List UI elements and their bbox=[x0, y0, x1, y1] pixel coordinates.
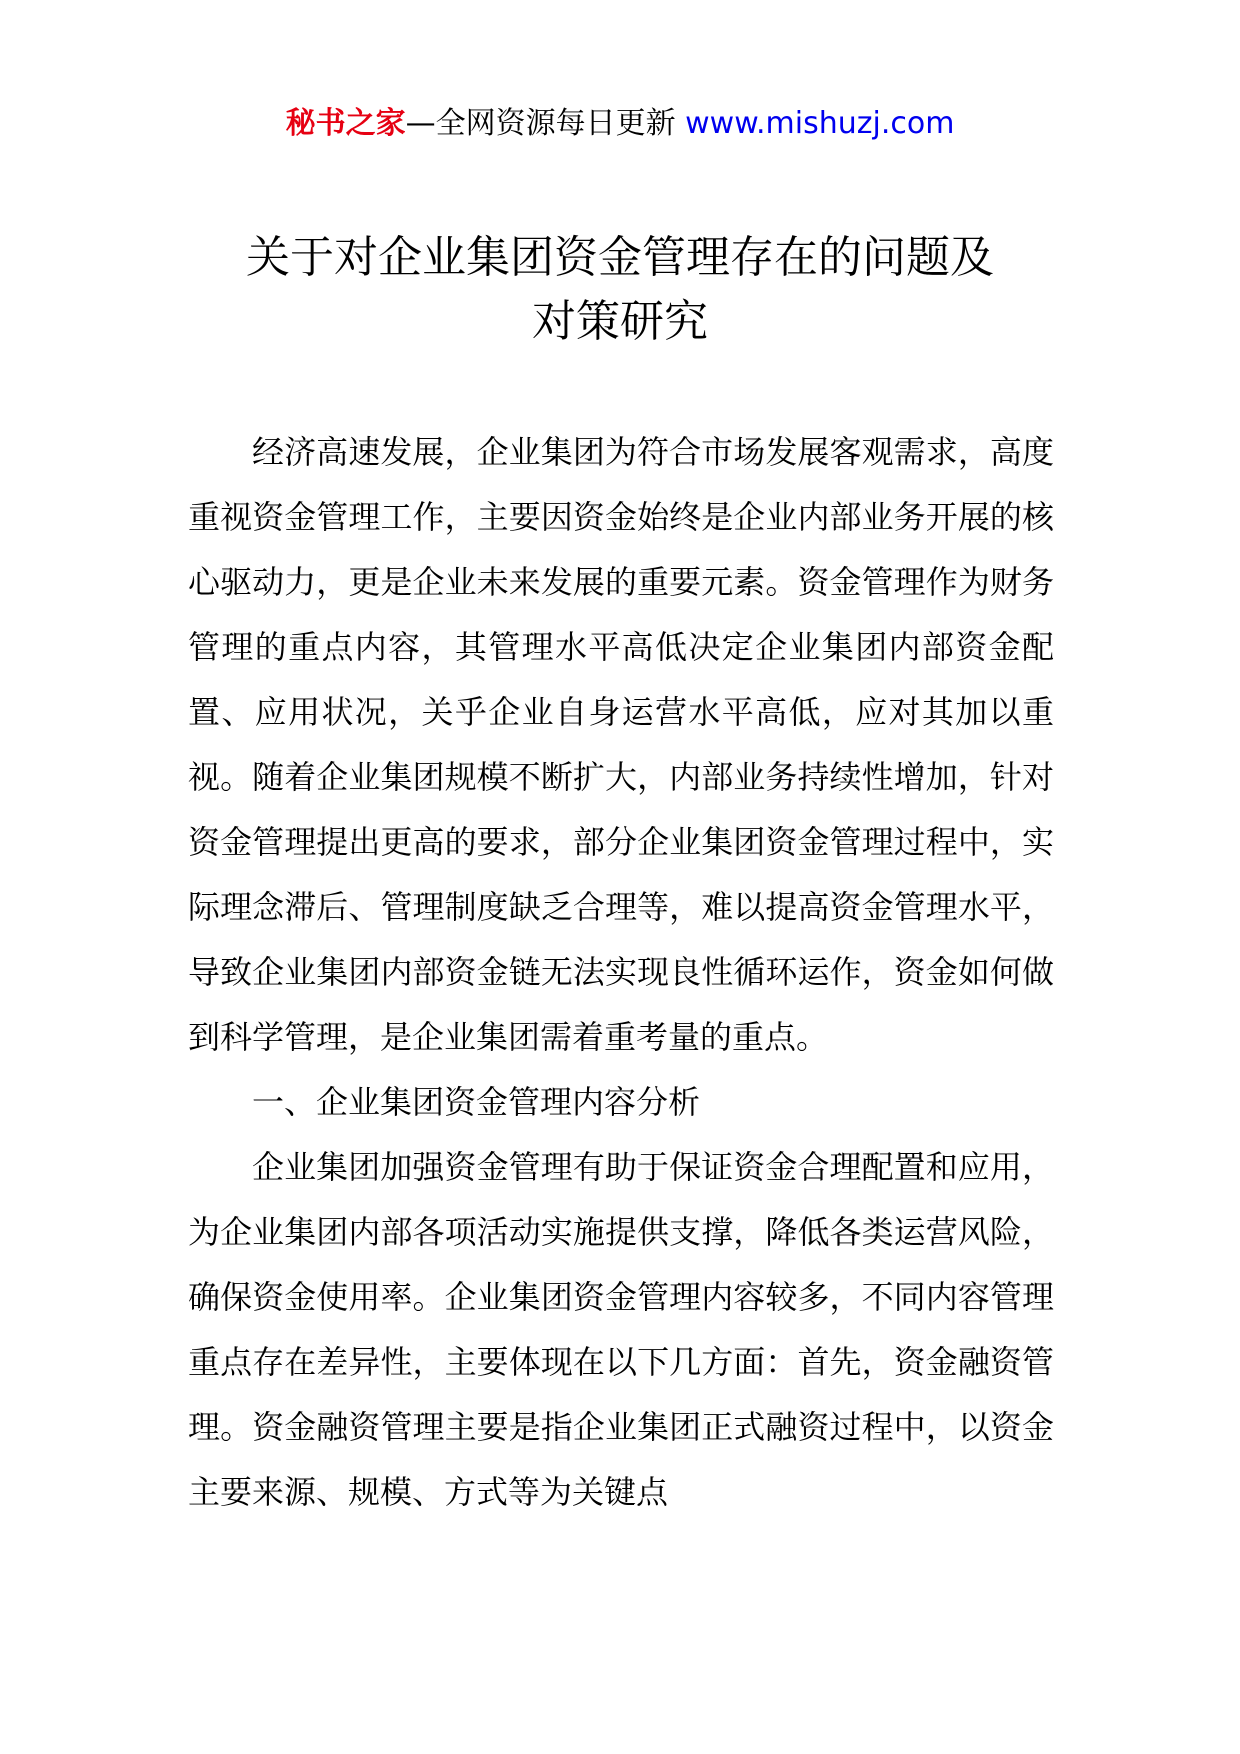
site-brand: 秘书之家 bbox=[285, 106, 406, 141]
document-title bbox=[150, 226, 1090, 354]
site-tagline: —全网资源每日更新 bbox=[405, 106, 686, 141]
document-title-line-2: 对策研究 bbox=[532, 296, 708, 347]
site-header bbox=[0, 100, 1240, 148]
paragraph-section-1: 企业集团加强资金管理有助于保证资金合理配置和应用，为企业集团内部各项活动实施提供支撑，降低各类运营风险，确保资金使用率。企业集团资金管理内容较多，不同内容管理重点存在差异性，主要体现在以下几方面：首先，资金融资管理。资金融资管理主要是指企业集团正式融资过程中，以资金主要来源、规模、方式等为关键点 bbox=[188, 1148, 1054, 1511]
document-body bbox=[188, 420, 1054, 1525]
paragraph-intro: 经济高速发展，企业集团为符合市场发展客观需求，高度重视资金管理工作，主要因资金始终是企业内部业务开展的核心驱动力，更是企业未来发展的重要元素。资金管理作为财务管理的重点内容，其管理水平高低决定企业集团内部资金配置、应用状况，关乎企业自身运营水平高低，应对其加以重视。随着企业集团规模不断扩大，内部业务持续性增加，针对资金管理提出更高的要求，部分企业集团资金管理过程中，实际理念滞后、管理制度缺乏合理等，难以提高资金管理水平，导致企业集团内部资金链无法实现良性循环运作，资金如何做到科学管理，是企业集团需着重考量的重点。 bbox=[188, 433, 1054, 1056]
site-url-link[interactable]: www.mishuzj.com bbox=[685, 106, 955, 141]
section-heading-1: 一、企业集团资金管理内容分析 bbox=[252, 1083, 701, 1121]
document-title-line-1: 关于对企业集团资金管理存在的问题及 bbox=[246, 232, 994, 283]
